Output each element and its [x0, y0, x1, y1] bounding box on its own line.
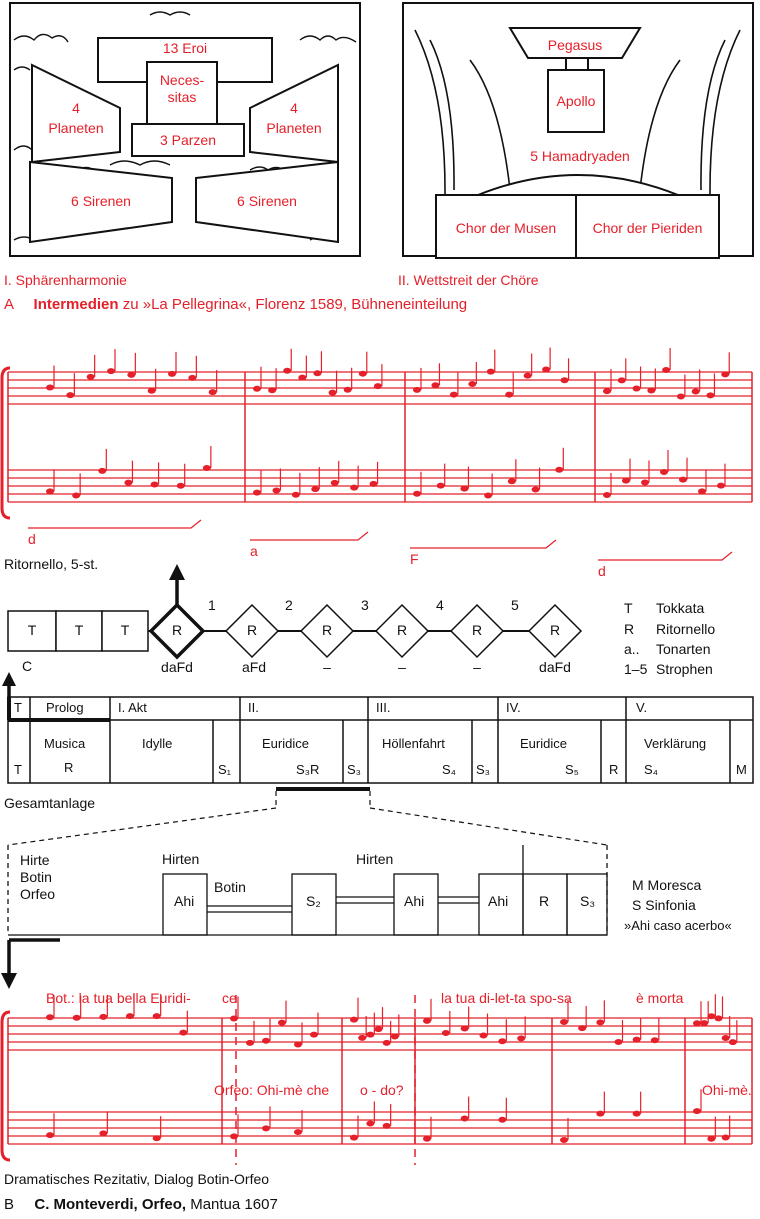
label-planeten-left: 4 Planeten [48, 100, 104, 136]
overview-s1: S₁ [218, 762, 232, 777]
label-apollo: Apollo [556, 93, 596, 109]
note-head [633, 1111, 641, 1117]
note-head [358, 1035, 366, 1041]
detail-botin2: Botin [214, 879, 246, 895]
overview-top-akt1: I. Akt [118, 700, 147, 715]
note-head [560, 1137, 568, 1143]
label-sirenen-right: 6 Sirenen [237, 193, 297, 209]
toccata-2: T [74, 622, 84, 638]
note-head [651, 1037, 659, 1043]
note-head [707, 1136, 715, 1142]
ritornello-5: R [549, 622, 561, 638]
detail-s2: S₂ [306, 893, 321, 909]
overview-caption: Gesamtanlage [4, 795, 96, 811]
ritornello-3: R [396, 622, 408, 638]
note-head [707, 1013, 715, 1019]
stanza-3: 3 [361, 597, 369, 613]
section-b-title-rest: Mantua 1607 [186, 1196, 278, 1213]
overview-top-akt3: III. [376, 700, 391, 715]
section-b-title [4, 1196, 278, 1213]
label-hamadryaden: 5 Hamadryaden [530, 148, 630, 164]
score2-text-top-3: è morta [636, 990, 684, 1006]
note-head [246, 1040, 254, 1046]
score2-caption: Dramatisches Rezitativ, Dialog Botin-Orfeo [4, 1171, 270, 1187]
detail-botin: Botin [20, 869, 52, 885]
label-musen: Chor der Musen [455, 220, 557, 236]
note-head [230, 1133, 238, 1139]
caption-stage1: I. Sphärenharmonie [4, 272, 127, 288]
note-head [461, 1025, 469, 1031]
note-head [423, 1136, 431, 1142]
note-head [693, 1108, 701, 1114]
note-head [153, 1135, 161, 1141]
note-head [498, 1038, 506, 1044]
section-b-title-bold: C. Monteverdi, Orfeo, [34, 1196, 187, 1213]
score1-key-f: F [410, 551, 419, 567]
note-head [700, 1020, 708, 1026]
note-head [294, 1129, 302, 1135]
score2-text-mid-0: Orfeo: Ohi-mè che [214, 1082, 330, 1098]
note-head [722, 1035, 730, 1041]
note-head [722, 1135, 730, 1141]
note-head [442, 1030, 450, 1036]
detail-r: R [539, 893, 550, 909]
overview-top-akt5: V. [636, 700, 648, 715]
toccata-1: T [27, 622, 37, 638]
note-head [73, 1015, 81, 1021]
note-head [560, 1019, 568, 1025]
label-eroi: 13 Eroi [162, 40, 208, 56]
label-parzen: 3 Parzen [159, 132, 217, 148]
overview-r: R [64, 760, 74, 775]
note-head [375, 1026, 383, 1032]
ritornello-2: R [321, 622, 333, 638]
overview-s4b: S₄ [644, 762, 658, 777]
note-head [391, 1033, 399, 1039]
section-a-title-bold: Intermedien [33, 296, 119, 313]
detail-ahi1: Ahi [174, 893, 195, 909]
note-head [498, 1117, 506, 1123]
note-head [99, 1130, 107, 1136]
stanza-2: 2 [285, 597, 293, 613]
overview-t: T [14, 762, 22, 777]
key-below-5: daFd [539, 659, 571, 675]
key-below-4: – [473, 659, 481, 675]
score1-key-d1: d [28, 531, 36, 547]
toccata-3: T [120, 622, 130, 638]
note-head [633, 1037, 641, 1043]
overview-hoellenfahrt: Höllenfahrt [382, 736, 445, 751]
overview-r2: R [609, 762, 619, 777]
detail-ahi2: Ahi [404, 893, 425, 909]
note-head [366, 1120, 374, 1126]
note-head [46, 1132, 54, 1138]
ritornello-0: R [171, 622, 183, 638]
overview-euridice1: Euridice [262, 736, 309, 751]
label-planeten-right: 4 Planeten [266, 100, 322, 136]
label-pegasus: Pegasus [547, 37, 603, 53]
note-head [46, 1014, 54, 1020]
stanza-4: 4 [436, 597, 444, 613]
score2-text-mid-1: o - do? [360, 1082, 404, 1098]
overview-s3b: S₃ [476, 762, 490, 777]
section-b-letter: B [4, 1196, 15, 1213]
overview-euridice2: Euridice [520, 736, 567, 751]
legend-r-sym: R [624, 621, 635, 637]
overview-s3r: S₃R [296, 762, 320, 777]
detail-ahi3: Ahi [488, 893, 509, 909]
label-necessitas: Neces- sitas [159, 72, 205, 105]
detail-legend-ahi: »Ahi caso acerbo« [624, 918, 732, 933]
note-head [294, 1041, 302, 1047]
section-a-letter: A [4, 296, 14, 313]
key-below-1: aFd [241, 659, 267, 675]
note-head [596, 1111, 604, 1117]
note-head [615, 1039, 623, 1045]
note-head [729, 1039, 737, 1045]
legend-strophe-text: Strophen [656, 661, 713, 677]
ritornello-1: R [246, 622, 258, 638]
overview-s4: S₄ [442, 762, 456, 777]
detail-orfeo: Orfeo [20, 886, 56, 902]
score1-caption: Ritornello, 5-st. [4, 556, 99, 572]
legend-a-sym: a.. [624, 641, 640, 657]
note-head [126, 1013, 134, 1019]
legend-t-text: Tokkata [656, 600, 705, 616]
detail-legend-m: M Moresca [632, 877, 702, 893]
score1-key-a: a [250, 543, 258, 559]
score2-text-mid-2: Ohi-mè. [702, 1082, 752, 1098]
overview-top-akt2: II. [248, 700, 259, 715]
overview-s5: S₅ [565, 762, 579, 777]
note-head [596, 1019, 604, 1025]
overview-top-t: T [14, 700, 22, 715]
note-head [578, 1025, 586, 1031]
score1-key-d2: d [598, 563, 606, 579]
score2-text-top-2: la tua di-let-ta spo-sa [441, 990, 572, 1006]
score2-text-top-1: ce [222, 990, 237, 1006]
legend-r-text: Ritornello [656, 621, 716, 637]
note-head [262, 1038, 270, 1044]
key-below-3: – [398, 659, 406, 675]
ritornello-4: R [471, 622, 483, 638]
note-head [366, 1032, 374, 1038]
detail-hirten2: Hirten [356, 851, 394, 867]
detail-hirten1: Hirten [162, 851, 200, 867]
note-head [230, 1015, 238, 1021]
legend-strophe-sym: 1–5 [624, 661, 648, 677]
overview-top-prolog: Prolog [46, 700, 84, 715]
label-pieriden: Chor der Pieriden [592, 220, 703, 236]
stanza-5: 5 [511, 597, 519, 613]
note-head [480, 1033, 488, 1039]
legend-t-sym: T [624, 600, 633, 616]
c-label: C [22, 658, 33, 674]
label-sirenen-left: 6 Sirenen [71, 193, 131, 209]
overview-verklaerung: Verklärung [644, 736, 707, 751]
note-head [278, 1020, 286, 1026]
note-head [153, 1013, 161, 1019]
note-head [99, 1014, 107, 1020]
note-head [517, 1035, 525, 1041]
note-head [461, 1116, 469, 1122]
note-head [350, 1017, 358, 1023]
overview-idylle: Idylle [142, 736, 173, 751]
overview-musica: Musica [44, 736, 86, 751]
key-below-2: – [323, 659, 331, 675]
caption-stage2: II. Wettstreit der Chöre [398, 272, 539, 288]
note-head [383, 1123, 391, 1129]
note-head [423, 1018, 431, 1024]
note-head [715, 1015, 723, 1021]
stanza-1: 1 [208, 597, 216, 613]
note-head [350, 1135, 358, 1141]
note-head [383, 1040, 391, 1046]
score2-text-top-0: Bot.: la tua bella Euridi- [46, 990, 191, 1006]
note-head [179, 1030, 187, 1036]
section-a-title-rest: zu »La Pellegrina«, Florenz 1589, Bühneneinteilung [118, 296, 468, 313]
legend-a-text: Tonarten [656, 641, 711, 657]
note-head [262, 1125, 270, 1131]
detail-legend-s: S Sinfonia [632, 897, 696, 913]
key-below-0: daFd [161, 659, 193, 675]
note-head [310, 1032, 318, 1038]
detail-hirte: Hirte [20, 852, 50, 868]
detail-s3: S₃ [580, 893, 596, 909]
overview-top-akt4: IV. [506, 700, 521, 715]
note-head [693, 1020, 701, 1026]
overview-m: M [736, 762, 747, 777]
overview-s3a: S₃ [347, 762, 361, 777]
